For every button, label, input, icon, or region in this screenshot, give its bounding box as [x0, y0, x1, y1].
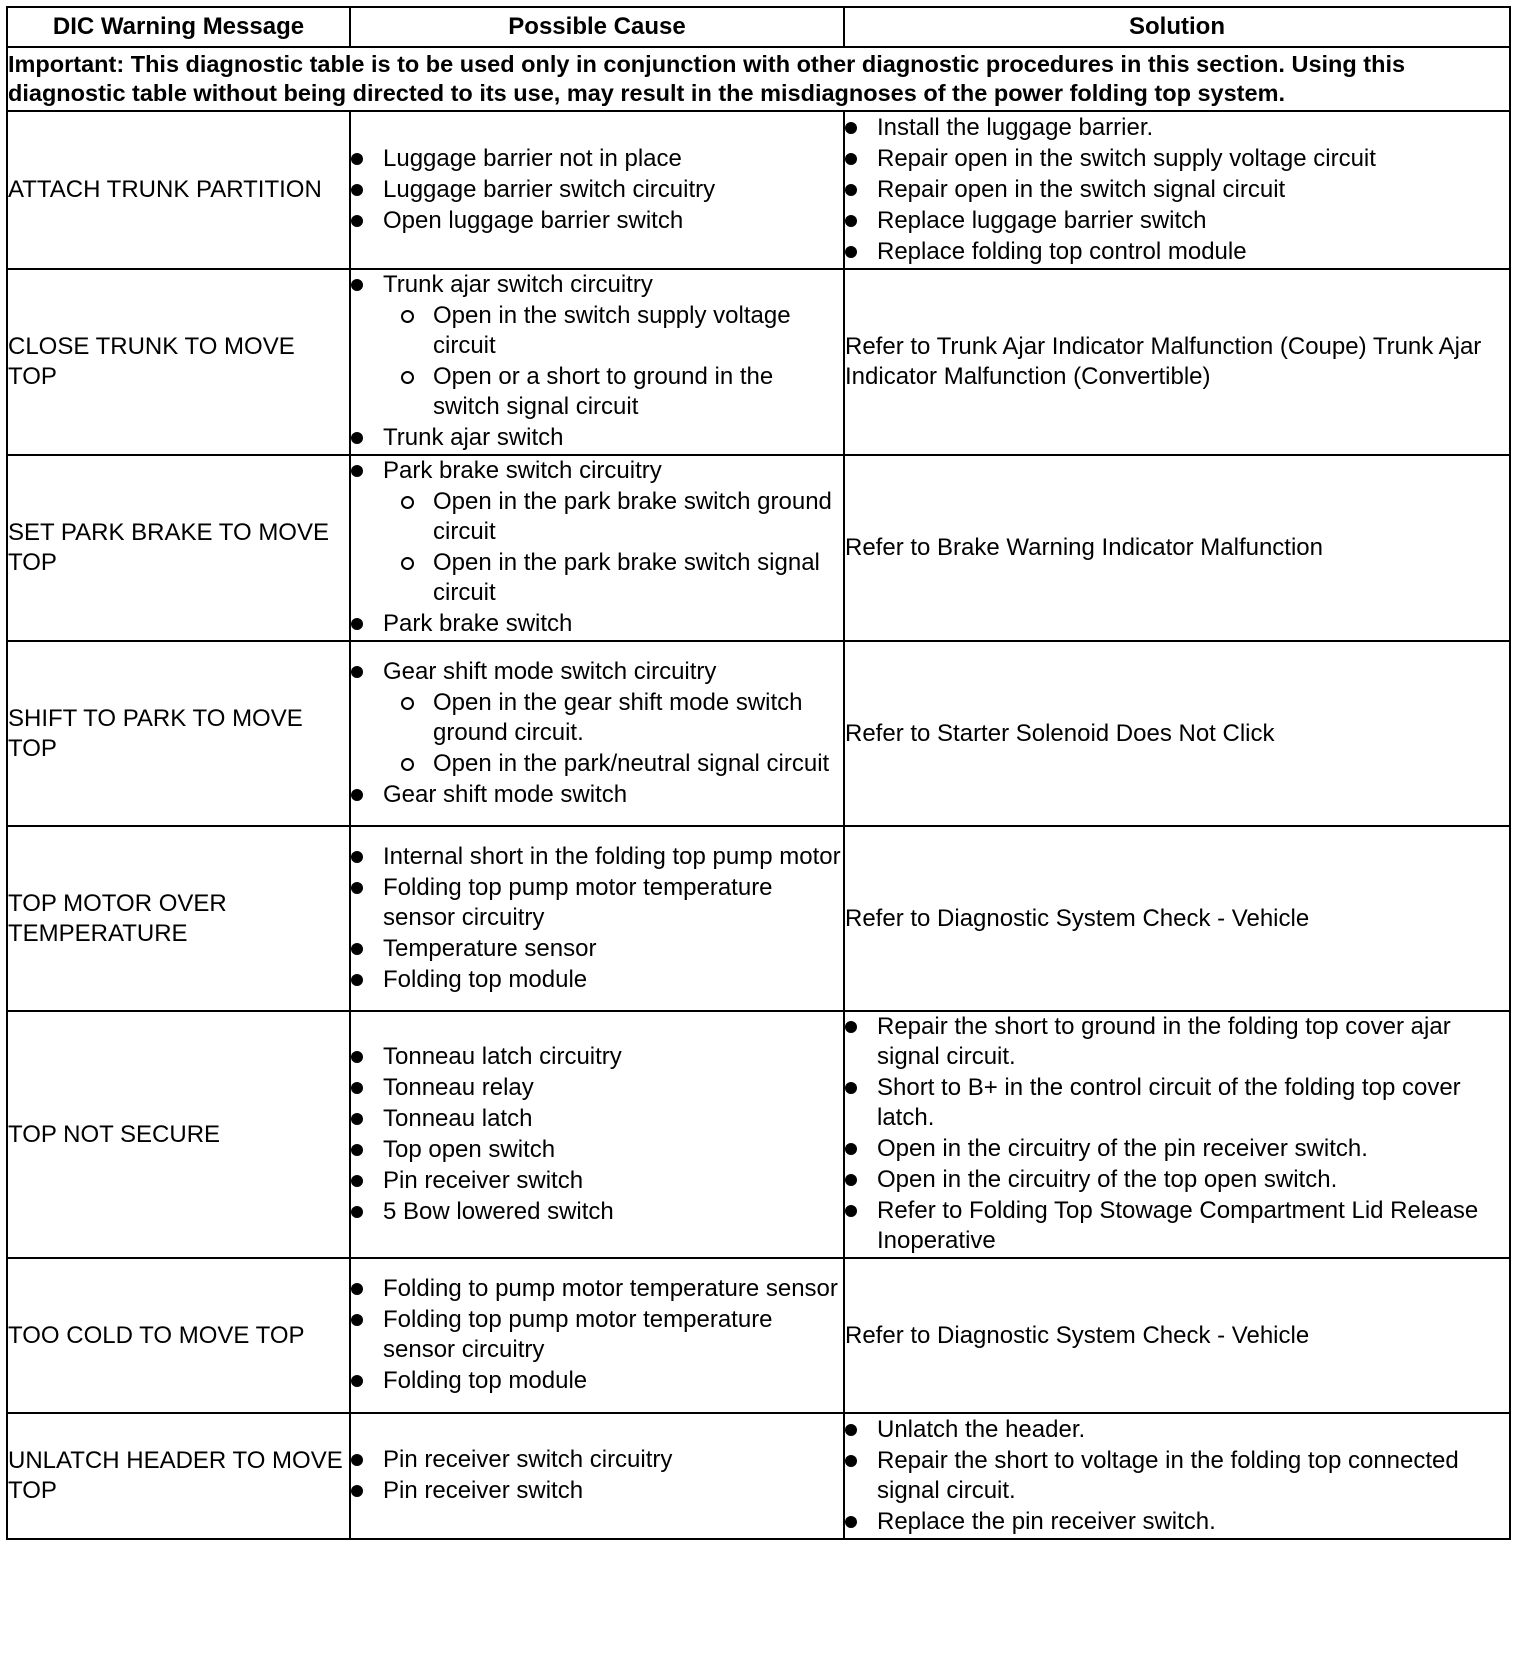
header-possible-cause: Possible Cause — [350, 7, 844, 47]
table-row — [7, 111, 1510, 269]
dic-warning-message: TOP NOT SECURE — [7, 1011, 350, 1258]
possible-cause-cell — [350, 1011, 844, 1258]
table-row — [7, 1258, 1510, 1413]
solution-item: Short to B+ in the control circuit of the folding top cover latch. — [845, 1073, 1509, 1133]
cause-item: Folding top pump motor temperature sensor circuitry — [351, 873, 843, 933]
solution-list — [845, 113, 1509, 267]
dic-warning-message: SHIFT TO PARK TO MOVE TOP — [7, 641, 350, 826]
solution-item: Repair open in the switch supply voltage circuit — [845, 144, 1509, 174]
solution-cell — [844, 1011, 1510, 1258]
important-note: Important: This diagnostic table is to be used only in conjunction with other diagnostic procedures in this section. Using this diagnostic table without being directed to its use, may result in the misdiagnoses of the power folding top system. — [7, 47, 1510, 111]
cause-item: Open luggage barrier switch — [351, 206, 843, 236]
cause-list — [351, 456, 843, 639]
cause-sub-item: Open in the gear shift mode switch ground circuit. — [351, 688, 843, 748]
possible-cause-cell — [350, 826, 844, 1011]
solution-cell: Refer to Trunk Ajar Indicator Malfunction (Coupe) Trunk Ajar Indicator Malfunction (Convertible) — [844, 269, 1510, 455]
cause-list — [351, 1445, 843, 1506]
cause-list — [351, 842, 843, 995]
cause-item: Folding top module — [351, 1366, 843, 1396]
cause-item: Tonneau latch — [351, 1104, 843, 1134]
dic-warning-message: SET PARK BRAKE TO MOVE TOP — [7, 455, 350, 641]
cause-list — [351, 270, 843, 453]
header-row — [7, 7, 1510, 47]
table-row — [7, 269, 1510, 455]
cause-item: Tonneau latch circuitry — [351, 1042, 843, 1072]
solution-cell: Refer to Starter Solenoid Does Not Click — [844, 641, 1510, 826]
header-dic-warning-message: DIC Warning Message — [7, 7, 350, 47]
diagnostic-table — [6, 6, 1511, 1540]
cause-list — [351, 1274, 843, 1396]
solution-item: Repair open in the switch signal circuit — [845, 175, 1509, 205]
table-row — [7, 1011, 1510, 1258]
solution-cell — [844, 111, 1510, 269]
cause-sub-item: Open in the switch supply voltage circuit — [351, 301, 843, 361]
possible-cause-cell — [350, 641, 844, 826]
cause-item: 5 Bow lowered switch — [351, 1197, 843, 1227]
solution-item: Replace folding top control module — [845, 237, 1509, 267]
cause-list — [351, 1042, 843, 1227]
cause-sub-item: Open in the park brake switch ground circuit — [351, 487, 843, 547]
table-body — [7, 47, 1510, 1539]
header-solution: Solution — [844, 7, 1510, 47]
dic-warning-message: CLOSE TRUNK TO MOVE TOP — [7, 269, 350, 455]
cause-item: Park brake switch circuitry — [351, 456, 843, 486]
important-note-row — [7, 47, 1510, 111]
cause-item: Folding to pump motor temperature sensor — [351, 1274, 843, 1304]
cause-item: Pin receiver switch — [351, 1166, 843, 1196]
cause-item: Park brake switch — [351, 609, 843, 639]
possible-cause-cell — [350, 455, 844, 641]
solution-cell — [844, 1413, 1510, 1539]
possible-cause-cell — [350, 1258, 844, 1413]
solution-item: Replace the pin receiver switch. — [845, 1507, 1509, 1537]
cause-item: Tonneau relay — [351, 1073, 843, 1103]
dic-warning-message: TOP MOTOR OVER TEMPERATURE — [7, 826, 350, 1011]
solution-item: Repair the short to voltage in the folding top connected signal circuit. — [845, 1446, 1509, 1506]
possible-cause-cell — [350, 111, 844, 269]
cause-item: Luggage barrier not in place — [351, 144, 843, 174]
dic-warning-message: TOO COLD TO MOVE TOP — [7, 1258, 350, 1413]
solution-item: Open in the circuitry of the top open switch. — [845, 1165, 1509, 1195]
cause-item: Pin receiver switch circuitry — [351, 1445, 843, 1475]
cause-item: Folding top module — [351, 965, 843, 995]
solution-cell: Refer to Diagnostic System Check - Vehicle — [844, 826, 1510, 1011]
solution-list — [845, 1415, 1509, 1537]
cause-item: Gear shift mode switch — [351, 780, 843, 810]
cause-item: Luggage barrier switch circuitry — [351, 175, 843, 205]
dic-warning-message: ATTACH TRUNK PARTITION — [7, 111, 350, 269]
cause-sub-item: Open in the park/neutral signal circuit — [351, 749, 843, 779]
solution-item: Open in the circuitry of the pin receiver switch. — [845, 1134, 1509, 1164]
cause-item: Temperature sensor — [351, 934, 843, 964]
cause-sub-item: Open or a short to ground in the switch signal circuit — [351, 362, 843, 422]
solution-item: Install the luggage barrier. — [845, 113, 1509, 143]
table-row — [7, 826, 1510, 1011]
solution-item: Replace luggage barrier switch — [845, 206, 1509, 236]
cause-item: Trunk ajar switch — [351, 423, 843, 453]
table-row — [7, 455, 1510, 641]
solution-item: Repair the short to ground in the folding top cover ajar signal circuit. — [845, 1012, 1509, 1072]
solution-item: Refer to Folding Top Stowage Compartment Lid Release Inoperative — [845, 1196, 1509, 1256]
possible-cause-cell — [350, 269, 844, 455]
cause-list — [351, 144, 843, 236]
solution-item: Unlatch the header. — [845, 1415, 1509, 1445]
possible-cause-cell — [350, 1413, 844, 1539]
cause-item: Trunk ajar switch circuitry — [351, 270, 843, 300]
table-row — [7, 1413, 1510, 1539]
dic-warning-message: UNLATCH HEADER TO MOVE TOP — [7, 1413, 350, 1539]
cause-list — [351, 657, 843, 810]
cause-item: Pin receiver switch — [351, 1476, 843, 1506]
table-row — [7, 641, 1510, 826]
cause-sub-item: Open in the park brake switch signal circuit — [351, 548, 843, 608]
solution-cell: Refer to Brake Warning Indicator Malfunction — [844, 455, 1510, 641]
solution-cell: Refer to Diagnostic System Check - Vehicle — [844, 1258, 1510, 1413]
cause-item: Internal short in the folding top pump motor — [351, 842, 843, 872]
cause-item: Top open switch — [351, 1135, 843, 1165]
solution-list — [845, 1012, 1509, 1256]
cause-item: Folding top pump motor temperature sensor circuitry — [351, 1305, 843, 1365]
cause-item: Gear shift mode switch circuitry — [351, 657, 843, 687]
